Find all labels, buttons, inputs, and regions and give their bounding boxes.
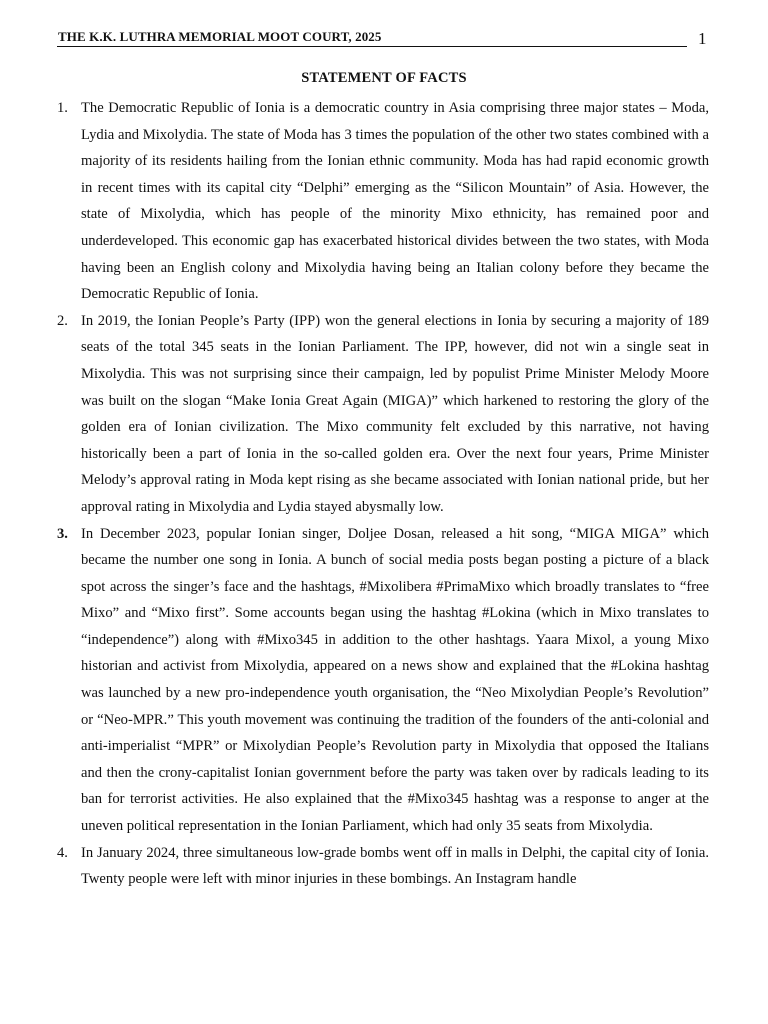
fact-text: The Democratic Republic of Ionia is a democratic country in Asia comprising three major states – Moda, Lydia and Mixolydia. The state of Moda has 3 times the population of the other two states combined with a majority of its residents hailing from the Ionian ethnic community. Moda has had rapid economic growth in recent times with its capital city “Delphi” emerging as the “Silicon Mountain” of Asia. However, the state of Mixolydia, which has people of the minority Mixo ethnicity, has remained poor and underdeveloped. This economic gap has exacerbated historical divides between the two states, with Moda having been an English colony and Mixolydia having being an Italian colony before they became the Democratic Republic of Ionia.	[81, 100, 709, 303]
fact-number: 1.	[57, 100, 68, 116]
fact-paragraph-3	[57, 521, 709, 840]
fact-paragraph-2	[57, 308, 709, 521]
fact-text: In December 2023, popular Ionian singer, Doljee Dosan, released a hit song, “MIGA MIGA” which became the number one song in Ionia. A bunch of social media posts began posting a picture of a black spot across the singer’s face and the hashtags, #Mixolibera #PrimaMixo which broadly translates to “free Mixo” and “Mixo first”. Some accounts began using the hashtag #Lokina (which in Mixo translates to “independence”) along with #Mixo345 in addition to the other hashtags. Yaara Mixol, a young Mixo historian and activist from Mixolydia, appeared on a news show and explained that the #Lokina hashtag was launched by a new pro-independence youth organisation, the “Neo Mixolydian People’s Revolution” or “Neo-MPR.” This youth movement was continuing the tradition of the founders of the anti-colonial and anti-imperialist “MPR” or Mixolydian People’s Revolution party in Mixolydia that opposed the Italians and then the crony-capitalist Ionian government before the party was taken over by radicals leading to its ban for terrorist activities. He also explained that the #Mixo345 hashtag was a response to anger at the uneven political representation in the Ionian Parliament, which had only 35 seats from Mixolydia.	[81, 525, 709, 835]
page-header	[57, 28, 687, 47]
fact-text: In January 2024, three simultaneous low-grade bombs went off in malls in Delphi, the capital city of Ionia. Twenty people were left with minor injuries in these bombings. An Instagram handle	[81, 844, 709, 888]
header-title: THE K.K. LUTHRA MEMORIAL MOOT COURT, 2025	[58, 29, 382, 44]
page-number: 1	[698, 29, 707, 48]
facts-list	[57, 95, 709, 893]
fact-paragraph-1	[57, 95, 709, 308]
fact-text: In 2019, the Ionian People’s Party (IPP) won the general elections in Ionia by securing a majority of 189 seats of the total 345 seats in the Ionian Parliament. The IPP, however, did not win a single seat in Mixolydia. This was not surprising since their campaign, led by populist Prime Minister Melody Moore was built on the slogan “Make Ionia Great Again (MIGA)” which harkened to restoring the glory of the golden era of Ionian civilization. The Mixo community felt excluded by this narrative, not having historically been a part of Ionia in the so-called golden era. Over the next four years, Prime Minister Melody’s approval rating in Moda kept rising as she became associated with Ionian national pride, but her approval rating in Mixolydia and Lydia stayed abysmally low.	[81, 312, 709, 515]
fact-number: 4.	[57, 844, 68, 861]
section-title: STATEMENT OF FACTS	[301, 70, 467, 86]
fact-number: 3.	[57, 525, 68, 542]
fact-number: 2.	[57, 312, 68, 329]
fact-paragraph-4	[57, 840, 709, 893]
